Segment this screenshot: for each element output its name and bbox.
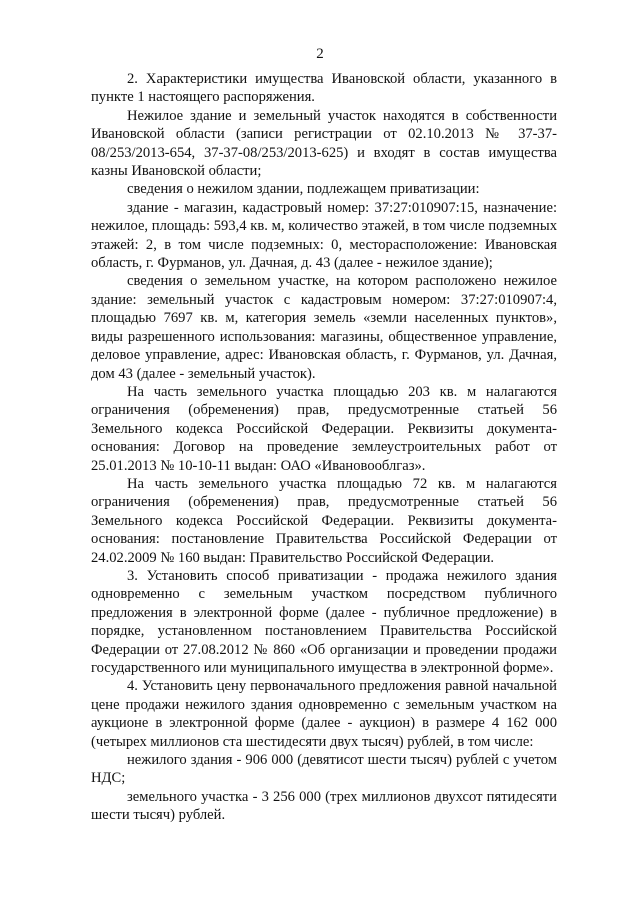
paragraph-building-details: здание - магазин, кадастровый номер: 37:27:010907:15, назначение: нежилое, площадь: 593,4 кв. м, количество этажей, в том числе подземных этажей: 2, в том числе подземных: 0, месторасположение: Ивановская область, г. Фурманов, ул. Дачная, д. 43 (далее - нежилое здание);: [91, 199, 557, 272]
document-body: [91, 70, 557, 825]
paragraph-privatization-method: 3. Установить способ приватизации - продажа нежилого здания одновременно с земельным участком посредством публичного предложения в электронной форме (далее - публичное предложение) в порядке, установленном постановлением Правительства Российской Федерации от 27.08.2012 № 860 «Об организации и проведении продажи государственного или муниципального имущества в электронной форме».: [91, 567, 557, 676]
paragraph-land-price: земельного участка - 3 256 000 (трех миллионов двухсот пятидесяти шести тысяч) рублей.: [91, 788, 557, 824]
paragraph-encumbrance-203: На часть земельного участка площадью 203 кв. м налагаются ограничения (обременения) прав, предусмотренные статьей 56 Земельного кодекса Российской Федерации. Реквизиты документа-основания: Договор на проведение землеустроительных работ от 25.01.2013 № 10-10-11 выдан: ОАО «Ивановооблгаз».: [91, 383, 557, 474]
paragraph-property-characteristics: 2. Характеристики имущества Ивановской области, указанного в пункте 1 настоящего распоряжения.: [91, 71, 557, 106]
paragraph-encumbrance-72: На часть земельного участка площадью 72 кв. м налагаются ограничения (обременения) прав, предусмотренные статьей 56 Земельного кодекса Российской Федерации. Реквизиты документа-основания: постановление Правительства Российской Федерации от 24.02.2009 № 160 выдан: Правительство Российской Федерации.: [91, 475, 557, 566]
paragraph-building-info-heading: сведения о нежилом здании, подлежащем приватизации:: [127, 181, 480, 198]
page-number: 2: [316, 46, 324, 62]
paragraph-ownership: Нежилое здание и земельный участок находятся в собственности Ивановской области (записи регистрации от 02.10.2013 № 37-37-08/253/2013-654, 37-37-08/253/2013-625) и входят в состав имущества казны Ивановской области;: [91, 107, 557, 180]
paragraph-initial-price: 4. Установить цену первоначального предложения равной начальной цене продажи нежилого здания одновременно с земельным участком на аукционе в электронной форме (далее - аукцион) в размере 4 162 000 (четырех миллионов ста шестидесяти двух тысяч) рублей, в том числе:: [91, 678, 557, 750]
paragraph-building-price: нежилого здания - 906 000 (девятисот шести тысяч) рублей с учетом НДС;: [91, 752, 557, 787]
paragraph-land-plot-details: сведения о земельном участке, на котором расположено нежилое здание: земельный участок с кадастровым номером: 37:27:010907:4, площадью 7697 кв. м, категория земель «земли населенных пунктов», виды разрешенного использования: магазины, общественное управление, деловое управление, адрес: Ивановская область, г. Фурманов, ул. Дачная, дом 43 (далее - земельный участок).: [91, 273, 557, 382]
